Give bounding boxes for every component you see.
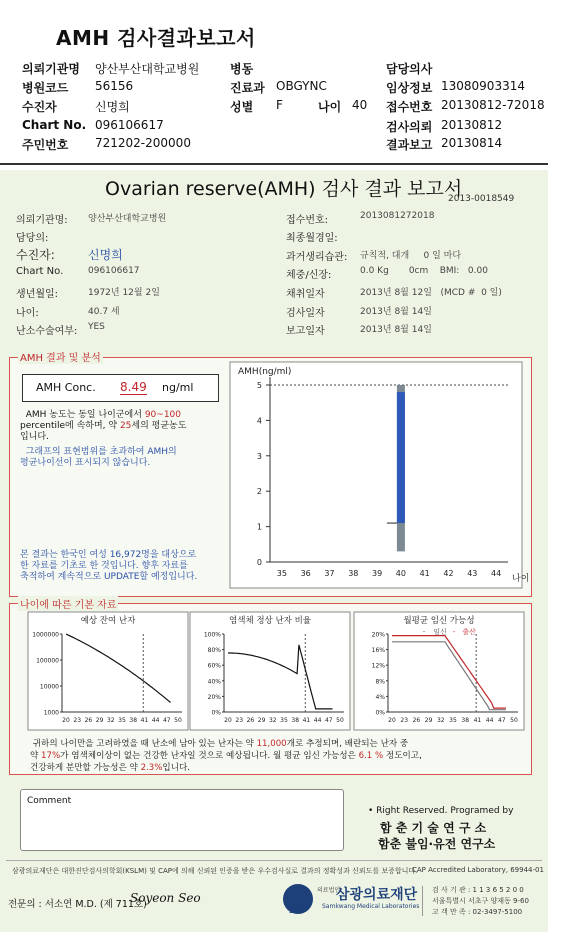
- amh-y-label: AMH(ng/ml): [238, 367, 292, 377]
- info-left-label-1: 담당의:: [16, 233, 49, 244]
- brand-prefix: 의료법인: [317, 887, 341, 894]
- chart3-x-tick-23: 23: [400, 717, 409, 724]
- chart3-y-tick-2: 8%: [375, 678, 385, 686]
- amh-conc-unit: ng/ml: [162, 381, 194, 394]
- chart1-x-tick-41: 41: [140, 717, 149, 724]
- label-result: 결과보고: [386, 138, 433, 152]
- info-right-label-2: 과거생리습관:: [286, 252, 348, 263]
- amh-x-label: 나이: [512, 574, 530, 584]
- amh-bar-blue: [397, 392, 405, 523]
- info-right-value-6: 2013년 8월 14일: [360, 325, 432, 335]
- chart1-x-tick-29: 29: [95, 717, 104, 724]
- amh-x-tick-label-35: 35: [276, 569, 287, 578]
- amh-text-1c: percentile에 속하며, 약: [20, 421, 118, 431]
- amh-x-tick-label-41: 41: [419, 569, 430, 578]
- amh-range-note: [20, 447, 225, 469]
- info-left-label-3: Chart No.: [16, 266, 64, 277]
- chart2-y-tick-1: 20%: [207, 693, 221, 701]
- chart1-x-tick-50: 50: [174, 717, 182, 724]
- chart2-x-tick-20: 20: [224, 717, 232, 724]
- label-ward: 병동: [230, 62, 254, 76]
- label-request: 검사의뢰: [386, 120, 433, 134]
- info-right-label-4: 채취일자: [286, 289, 325, 300]
- amh-conc-label: AMH Conc.: [36, 381, 96, 394]
- footer-cap: CAP Accredited Laboratory, 69944-01: [412, 866, 544, 874]
- age-pregnancy-pct: 6.1 %: [358, 751, 384, 761]
- amh-data-note: [20, 550, 235, 583]
- footer-note: 삼광의료재단은 대한진단검사의학회(KSLM) 및 CAP에 의해 신뢰된 인증을 받은 우수검사실로 결과의 정확성과 신뢰도를 보증합니다.: [12, 867, 418, 875]
- info-left-label-5: 나이:: [16, 308, 39, 319]
- chart1-x-tick-32: 32: [106, 717, 115, 724]
- value-request: 20130812: [441, 118, 503, 132]
- chart3-x-tick-50: 50: [510, 717, 518, 724]
- label-receipt: 접수번호: [386, 100, 433, 114]
- value-result: 20130814: [441, 136, 503, 150]
- amh-x-tick-label-43: 43: [467, 569, 478, 578]
- info-left-label-2: 수진자:: [16, 248, 55, 262]
- chart3-y-tick-0: 0%: [375, 709, 385, 717]
- amh-text-1e: 세의 평균농도: [131, 421, 187, 431]
- label-chart-no: Chart No.: [22, 118, 87, 132]
- label-institution: 의뢰기관명: [22, 62, 80, 76]
- info-right-value-3: 0.0 Kg 0cm BMI: 0.00: [360, 266, 488, 276]
- info-right-value-2: 규칙적, 대개 0 일 마다: [360, 251, 462, 261]
- chart2-x-tick-41: 41: [302, 717, 311, 724]
- chart1-x-tick-20: 20: [62, 717, 70, 724]
- info-left-value-0: 양산부산대학교병원: [88, 214, 167, 224]
- label-age: 나이: [318, 100, 342, 114]
- chart1-y-tick-3: 1000000: [32, 631, 59, 639]
- comment-label: Comment: [27, 796, 72, 806]
- chart3-x-tick-38: 38: [461, 717, 470, 724]
- rights-lab2: 함춘 불임·유전 연구소: [378, 837, 496, 851]
- amh-text-1f: 입니다.: [20, 432, 49, 442]
- chart3-legend-birth: 출산: [462, 628, 476, 636]
- amh-text-3a: 본 결과는 한국인 여성 16,972명을 대상으로: [20, 550, 197, 560]
- chart3-x-tick-44: 44: [485, 717, 494, 724]
- amh-x-tick-label-37: 37: [324, 569, 335, 578]
- age-s2c: 가 염색체이상이 없는 건강한 난자일 것으로 예상됩니다. 월 평균 임신 가능성은: [60, 751, 356, 761]
- chart3-x-tick-26: 26: [412, 717, 421, 724]
- info-left-value-5: 40.7 세: [88, 307, 120, 317]
- footer-doctor: 전문의 : 서소연 M.D. (제 711호): [8, 899, 147, 910]
- chart2-x-tick-47: 47: [324, 717, 333, 724]
- value-clinical: 13080903314: [441, 79, 525, 93]
- value-age: 40: [352, 98, 368, 112]
- amh-y-tick-label-2: 2: [256, 487, 262, 497]
- amh-y-tick-label-0: 0: [256, 558, 262, 567]
- amh-y-tick-label-5: 5: [256, 381, 262, 390]
- age-summary: [30, 738, 530, 774]
- sml-logo-text: SML: [289, 908, 304, 915]
- footer-vline: [422, 886, 423, 916]
- value-hospital-code: 56156: [95, 79, 134, 93]
- chart3-x-tick-32: 32: [436, 717, 445, 724]
- page-title: AMH 검사결과보고서: [56, 26, 256, 50]
- amh-conc-value: 8.49: [120, 380, 147, 394]
- chart2-y-tick-5: 100%: [203, 631, 221, 639]
- value-patient: 신명희: [95, 100, 130, 114]
- amh-percentile: 90~100: [144, 410, 181, 420]
- amh-y-tick-label-3: 3: [256, 451, 262, 461]
- chart1-x-tick-44: 44: [151, 717, 160, 724]
- info-right-label-3: 체중/신장:: [286, 270, 332, 281]
- chart3-x-tick-41: 41: [473, 717, 482, 724]
- age-s1c: 개로 추정되며, 배란되는 난자 중: [286, 739, 409, 749]
- report-title: Ovarian reserve(AMH) 검사 결과 보고서: [105, 178, 463, 200]
- amh-x-tick-label-42: 42: [443, 569, 454, 578]
- info-right-label-0: 접수번호:: [286, 215, 329, 226]
- chart2-y-tick-3: 60%: [207, 662, 221, 670]
- rights-line: • Right Reserved. Programed by: [368, 806, 514, 816]
- chart1-x-tick-35: 35: [118, 717, 126, 724]
- chart3-y-tick-4: 16%: [371, 647, 385, 655]
- chart3-x-tick-35: 35: [449, 717, 457, 724]
- value-rrn: 721202-200000: [95, 136, 191, 150]
- age-remaining-count: 11,000: [256, 739, 287, 749]
- chart3-y-tick-1: 4%: [375, 693, 385, 701]
- chart1-x-tick-38: 38: [129, 717, 138, 724]
- info-left-value-6: YES: [88, 322, 105, 332]
- amh-text-3b: 한 자료를 기초로 한 것입니다. 향후 자료를: [20, 561, 188, 571]
- chart2-y-tick-0: 0%: [211, 709, 221, 717]
- age-birth-pct: 2.3%: [140, 763, 163, 773]
- age-section-title: 나이에 따른 기본 자료: [18, 596, 118, 611]
- chart2-y-tick-4: 80%: [207, 647, 221, 655]
- info-right-value-5: 2013년 8월 14일: [360, 307, 432, 317]
- report-doc-no: 2013-0018549: [448, 194, 515, 204]
- chart3-legend-dash2: -: [452, 628, 456, 636]
- label-hospital-code: 병원코드: [22, 81, 69, 95]
- age-s1a: 귀하의 나이만을 고려하였을 때 난소에 남아 있는 난자는 약: [32, 739, 254, 749]
- chart2-x-tick-44: 44: [313, 717, 322, 724]
- info-right-label-6: 보고일자: [286, 326, 325, 337]
- chart2-x-tick-29: 29: [257, 717, 266, 724]
- chart2-x-tick-26: 26: [246, 717, 255, 724]
- chart2-x-tick-50: 50: [336, 717, 344, 724]
- chart3-x-tick-47: 47: [497, 717, 506, 724]
- chart1-y-tick-0: 1000: [43, 709, 59, 717]
- label-doctor: 담당의사: [386, 62, 433, 76]
- label-patient: 수진자: [22, 100, 57, 114]
- info-left-value-2: 신명희: [88, 248, 123, 262]
- value-chart-no: 096106617: [95, 118, 164, 132]
- amh-y-tick-label-1: 1: [256, 522, 262, 532]
- chart2-x-tick-32: 32: [268, 717, 277, 724]
- remaining-oocyte-chart: [28, 612, 188, 730]
- doctor-signature: Soyeon Seo: [130, 891, 201, 905]
- info-right-value-0: 2013081272018: [360, 211, 435, 221]
- brand-sub: Samkwang Medical Laboratories: [322, 903, 420, 910]
- label-sex: 성별: [230, 100, 254, 114]
- info-right-label-5: 검사일자: [286, 308, 325, 319]
- info-left-label-4: 생년월일:: [16, 289, 59, 300]
- amh-x-tick-label-38: 38: [348, 569, 359, 578]
- chart3-legend-dash1: -: [422, 628, 426, 636]
- amh-text-1a: AMH 농도는 동일 나이군에서: [25, 410, 142, 420]
- label-dept: 진료과: [230, 81, 265, 95]
- amh-chart: [230, 362, 530, 588]
- footer-addr3: 고 객 만 족 : 02-3497-5100: [432, 908, 523, 916]
- amh-mean-age: 25: [119, 421, 132, 431]
- normal-oocyte-chart: [190, 612, 350, 730]
- age-s3c: 입니다.: [162, 763, 191, 773]
- age-normal-pct: 17%: [41, 751, 61, 761]
- amh-x-tick-label-40: 40: [395, 569, 406, 578]
- chart1-y-tick-2: 100000: [36, 657, 59, 665]
- chart3-x-tick-20: 20: [388, 717, 396, 724]
- amh-y-tick-label-4: 4: [256, 416, 262, 426]
- amh-percentile-text: [20, 410, 225, 443]
- footer-divider: [6, 860, 542, 861]
- amh-section-title: AMH 결과 및 분석: [18, 349, 103, 364]
- chart1-x-tick-47: 47: [162, 717, 171, 724]
- age-s2e: 정도이고,: [385, 751, 422, 761]
- footer-addr2: 서울특별시 서초구 양재동 9-60: [432, 897, 529, 905]
- label-clinical: 임상정보: [386, 81, 433, 95]
- chart1-y-tick-1: 10000: [39, 683, 59, 691]
- chart2-x-tick-35: 35: [280, 717, 288, 724]
- amh-chart-frame: [230, 362, 522, 588]
- footer-addr1: 검 사 기 관 : 1 1 3 6 5 2 0 0: [432, 886, 524, 894]
- value-sex: F: [276, 98, 283, 112]
- age-s3a: 건강하게 분만할 가능성은 약: [30, 763, 138, 773]
- info-left-label-0: 의뢰기관명:: [16, 215, 68, 226]
- chart3-y-tick-5: 20%: [371, 631, 385, 639]
- chart1-x-tick-23: 23: [73, 717, 82, 724]
- divider: [0, 163, 548, 165]
- value-receipt: 20130812-72018: [441, 98, 545, 112]
- chart3-x-tick-29: 29: [424, 717, 433, 724]
- pregnancy-chart: [354, 612, 524, 730]
- value-institution: 양산부산대학교병원: [95, 62, 200, 76]
- info-left-label-6: 난소수술여부:: [16, 326, 78, 337]
- chart1-x-tick-26: 26: [84, 717, 93, 724]
- info-left-value-3: 096106617: [88, 266, 140, 276]
- chart2-y-tick-2: 40%: [207, 678, 221, 686]
- amh-x-tick-label-39: 39: [372, 569, 383, 578]
- chart2-title: 염색체 정상 난자 비율: [228, 616, 312, 626]
- rights-lab1: 함 춘 기 술 연 구 소: [380, 821, 487, 835]
- amh-x-tick-label-44: 44: [491, 569, 502, 578]
- brand-name: 삼광의료재단: [336, 887, 418, 903]
- info-right-value-4: 2013년 8월 12일 (MCD # 0 일): [360, 288, 502, 298]
- chart2-x-tick-23: 23: [235, 717, 244, 724]
- chart2-x-tick-38: 38: [291, 717, 300, 724]
- label-rrn: 주민번호: [22, 138, 69, 152]
- value-dept: OBGYNC: [276, 79, 327, 93]
- info-left-value-4: 1972년 12월 2일: [88, 288, 160, 298]
- info-right-label-1: 최종월경일:: [286, 233, 338, 244]
- chart3-y-tick-3: 12%: [371, 662, 385, 670]
- chart3-title: 월평균 임신 가능성: [403, 616, 475, 626]
- age-s2a: 약: [30, 751, 39, 761]
- amh-text-2b: 평균나이선이 표시되지 않습니다.: [20, 458, 151, 468]
- amh-text-3c: 축적하여 계속적으로 UPDATE할 예정입니다.: [20, 572, 198, 582]
- amh-x-tick-label-36: 36: [300, 569, 311, 578]
- chart3-legend-pregnancy: 임신: [433, 628, 447, 636]
- chart1-title: 예상 잔여 난자: [80, 616, 136, 626]
- amh-text-2a: 그래프의 표현범위를 초과하여 AMH의: [25, 447, 177, 457]
